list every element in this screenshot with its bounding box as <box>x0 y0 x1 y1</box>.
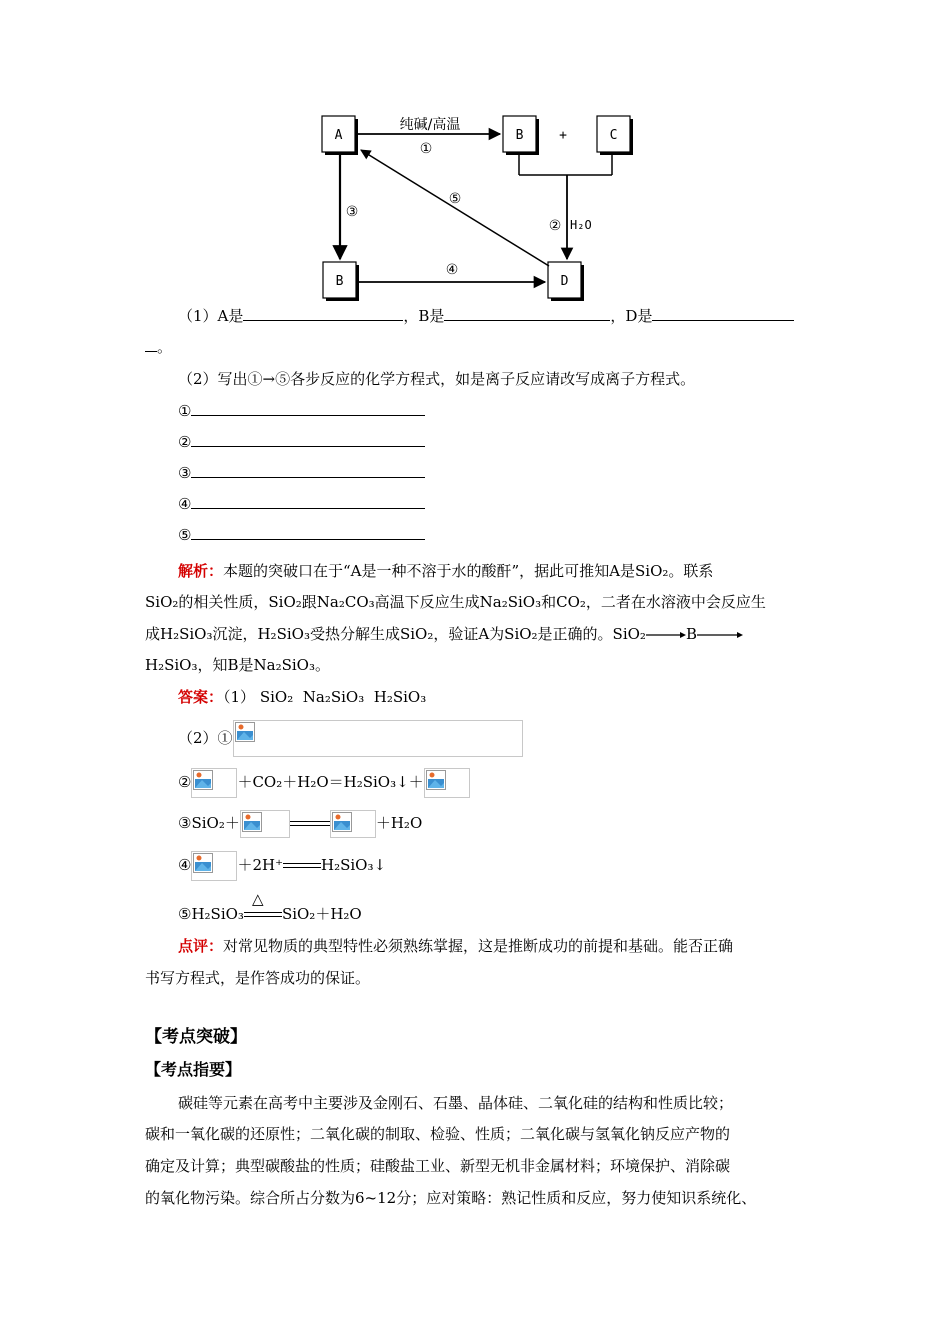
answer-row-3-label: ③SiO₂＋ <box>178 814 240 832</box>
plus-label: + <box>559 128 567 143</box>
equals-sign-heat <box>244 890 282 919</box>
answer-row-4-text: ＋2H⁺ <box>237 856 283 874</box>
section-paragraph-line-1: 碳硅等元素在高考中主要涉及金刚石、石墨、晶体硅、二氧化硅的结构和性质比较； <box>178 1094 734 1112</box>
q2-item-2-label: ② <box>178 433 192 451</box>
equation-image-3b <box>330 810 376 838</box>
q2-item-5 <box>178 525 425 545</box>
answer-row-1 <box>178 720 523 758</box>
answer-row-4-label: ④ <box>178 856 192 874</box>
answer-row-2 <box>178 768 470 798</box>
q2-item-5-blank[interactable] <box>191 525 425 540</box>
edge-2-label: ② <box>548 218 562 234</box>
equation-image-2a <box>191 768 237 798</box>
q1-a-blank[interactable] <box>243 306 403 321</box>
edge-1-label: ① <box>419 141 433 157</box>
node-a-top-label: A <box>334 128 343 143</box>
answer-row-2-label: ② <box>178 773 192 791</box>
analysis-line-1 <box>178 561 713 581</box>
equation-image-4 <box>191 851 237 881</box>
section-paragraph-line-2: 碳和一氧化碳的还原性；二氧化碳的制取、检验、性质；二氧化碳与氢氧化钠反应产物的 <box>145 1125 731 1143</box>
answer-row-4-product: H₂SiO₃↓ <box>321 856 387 874</box>
analysis-mid-b: B <box>685 625 697 643</box>
answer-row-5-text: ⑤H₂SiO₃ <box>178 905 244 923</box>
arrow-icon <box>697 630 743 640</box>
edge-2-condition: H₂O <box>570 218 592 232</box>
node-d-label: D <box>560 274 569 289</box>
equation-image-2b <box>424 768 470 798</box>
answer-line-1 <box>178 687 426 707</box>
edge-2-connector <box>519 155 612 259</box>
node-c-label: C <box>609 128 618 143</box>
q1-end: 。 <box>157 338 173 356</box>
section-paragraph-line-4: 的氧化物污染。综合所占分数为6~12分；应对策略：熟记性质和反应，努力使知识系统化、 <box>145 1189 757 1207</box>
image-placeholder-icon <box>426 770 446 790</box>
answer-label: 答案： <box>178 688 224 706</box>
edge-5-arrow <box>361 150 549 266</box>
node-b-top-label: B <box>515 128 524 143</box>
node-b-bottom-label: B <box>335 274 344 289</box>
answer-row-5-product: SiO₂＋H₂O <box>281 905 362 923</box>
heat-delta: △ <box>251 890 264 908</box>
q2-item-1-blank[interactable] <box>191 401 425 416</box>
q2-item-1 <box>178 401 425 421</box>
q2-item-1-label: ① <box>178 402 192 420</box>
equals-sign <box>283 862 321 870</box>
q1-a-prompt: （1）A是 <box>178 307 244 325</box>
analysis-text-1: 本题的突破口在于“A是一种不溶于水的酸酐”，据此可推知A是SiO₂。联系 <box>223 562 714 580</box>
comment-text-1: 对常见物质的典型特性必须熟练掌握，这是推断成功的前提和基础。能否正确 <box>223 937 734 955</box>
analysis-line-2: SiO₂的相关性质，SiO₂跟Na₂CO₃高温下反应生成Na₂SiO₃和CO₂，二者在水溶液中会反应生 <box>145 593 766 611</box>
answer-row-4 <box>178 851 386 881</box>
q2-item-2-blank[interactable] <box>191 432 425 447</box>
q2-item-5-label: ⑤ <box>178 526 192 544</box>
section-subtitle: 【考点指要】 <box>145 1060 242 1079</box>
q2-item-2 <box>178 432 425 452</box>
answer-row-3-text: ＋H₂O <box>375 814 423 832</box>
edge-5-label: ⑤ <box>448 191 462 207</box>
question-2: （2）写出①→⑤各步反应的化学方程式，如是离子反应请改写成离子方程式。 <box>178 370 696 388</box>
section-paragraph-line-3: 确定及计算；典型碳酸盐的性质；硅酸盐工业、新型无机非金属材料；环境保护、消除碳 <box>145 1157 731 1175</box>
answer-text-1: （1） SiO₂ Na₂SiO₃ H₂SiO₃ <box>223 688 427 706</box>
image-placeholder-icon <box>235 722 255 742</box>
reaction-diagram <box>0 0 950 310</box>
question-1 <box>178 306 794 326</box>
analysis-line-3 <box>145 624 743 644</box>
q1-d-blank-cont[interactable] <box>145 337 157 352</box>
image-placeholder-icon <box>193 770 213 790</box>
comment-line-2: 书写方程式，是作答成功的保证。 <box>145 969 371 987</box>
image-placeholder-icon <box>193 853 213 873</box>
q2-item-3-blank[interactable] <box>191 463 425 478</box>
section-title: 【考点突破】 <box>145 1027 247 1047</box>
q1-b-blank[interactable] <box>444 306 610 321</box>
answer-row-2-text: ＋CO₂＋H₂O＝H₂SiO₃↓＋ <box>237 773 424 791</box>
answer-row-5 <box>178 890 362 924</box>
analysis-line-4: H₂SiO₃，知B是Na₂SiO₃。 <box>145 656 330 674</box>
q2-item-3-label: ③ <box>178 464 192 482</box>
arrow-icon <box>646 630 686 640</box>
equation-image-1 <box>233 720 523 757</box>
question-1-continued <box>145 337 172 357</box>
q1-b-prompt: ，B是 <box>403 307 445 325</box>
q2-item-4-blank[interactable] <box>191 494 425 509</box>
q2-item-4-label: ④ <box>178 495 192 513</box>
comment-line-1 <box>178 936 733 956</box>
analysis-text-3: 成H₂SiO₃沉淀，H₂SiO₃受热分解生成SiO₂，验证A为SiO₂是正确的。SiO₂ <box>145 625 646 643</box>
equation-image-3a <box>240 810 290 838</box>
q2-item-4 <box>178 494 425 514</box>
q1-d-blank[interactable] <box>652 306 794 321</box>
comment-label: 点评： <box>178 937 224 955</box>
image-placeholder-icon <box>332 812 352 832</box>
image-placeholder-icon <box>242 812 262 832</box>
edge-4-label: ④ <box>445 262 459 278</box>
equals-sign <box>290 820 330 828</box>
answer-row-1-label: （2）① <box>178 729 233 747</box>
analysis-label: 解析： <box>178 562 224 580</box>
q1-d-prompt: ，D是 <box>610 307 653 325</box>
answer-row-3 <box>178 810 422 840</box>
q2-item-3 <box>178 463 425 483</box>
edge-3-label: ③ <box>345 204 359 220</box>
edge-1-condition: 纯碱/高温 <box>399 117 461 133</box>
